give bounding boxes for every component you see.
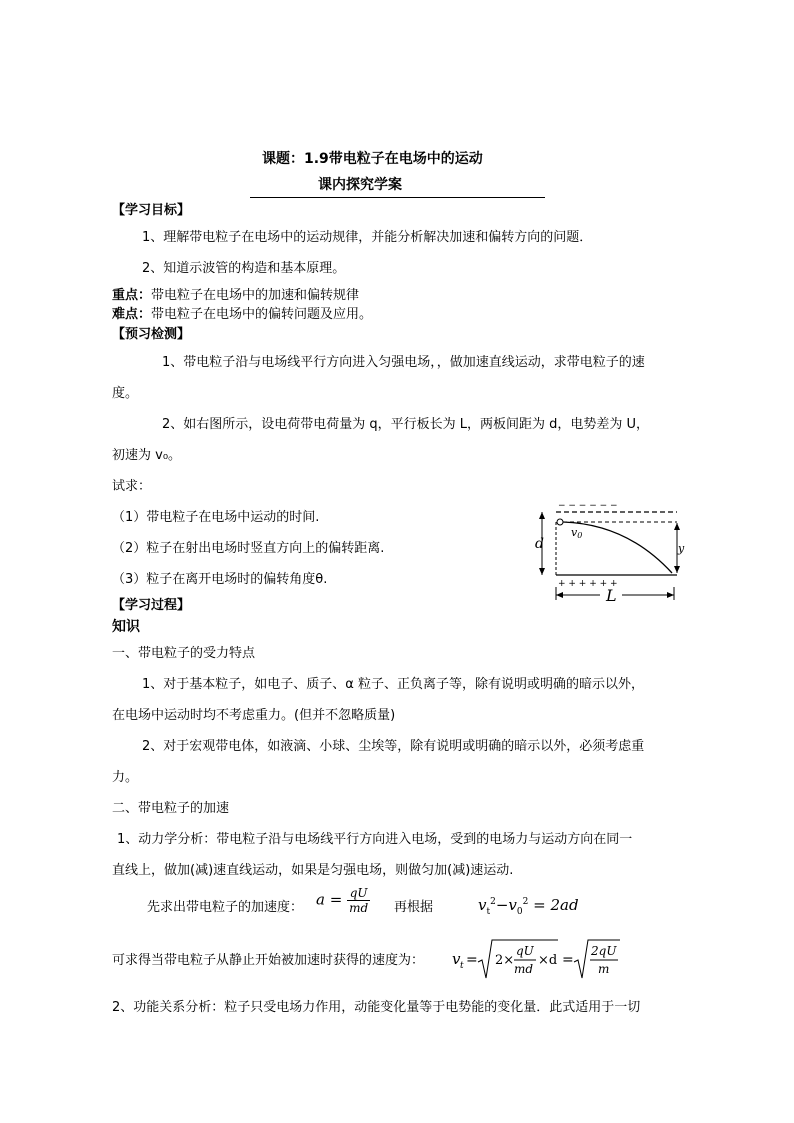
l-arrow-left (556, 592, 563, 598)
v-subscript: t (460, 961, 464, 971)
section-1-p1-line1: 1、对于基本粒子，如电子、质子、α 粒子、正负离子等，除有说明或明确的暗示以外， (142, 677, 644, 692)
preview-heading: 【预习检测】 (112, 327, 191, 342)
y-arrow-up (674, 523, 680, 530)
preview-q1-line2: 度。 (112, 386, 139, 401)
process-heading: 【学习过程】 (112, 598, 191, 613)
label-v0: v0 (571, 526, 583, 540)
then-text: 再根据 (394, 900, 434, 915)
frac2-den: m (598, 962, 610, 976)
accel-symbol: a (316, 890, 325, 909)
preview-q1-line1: 1、带电粒子沿与电场线平行方向进入匀强电场，，做加速直线运动，求带电粒子的速 (162, 355, 645, 370)
section-1-p2-line1: 2、对于宏观带电体，如液滴、小球、尘埃等，除有说明或明确的暗示以外，必须考虑重 (142, 739, 645, 754)
d-arrow-up (539, 512, 545, 519)
frac2-num: 2qU (591, 944, 617, 958)
sub-item: （1）带电粒子在电场中运动的时间. (112, 510, 320, 525)
preview-q2-line2: 初速为 v₀。 (112, 448, 182, 463)
v-label: v (452, 950, 461, 968)
page-subtitle: 课内探究学案 (318, 177, 402, 193)
difficult-point-label: 难点： (112, 307, 152, 322)
accel-fraction (347, 886, 370, 915)
bottom-plate-signs: + + + + + + (558, 579, 618, 589)
section-2-p1-line2: 直线上，做加(减)速直线运动，如果是匀强电场，则做匀加(减)速运动. (112, 863, 514, 878)
accel-numerator: qU (347, 886, 370, 901)
section-1-p2-line2: 力。 (112, 770, 139, 785)
acceleration-prefix: 先求出带电粒子的加速度： (147, 900, 304, 915)
key-point (112, 288, 359, 304)
section-2-title: 二、带电粒子的加速 (112, 801, 230, 816)
objective-item: 2、知道示波管的构造和基本原理。 (142, 261, 346, 276)
key-point-label: 重点： (112, 288, 152, 303)
speed-formula (448, 936, 624, 982)
y-arrow-down (674, 566, 680, 573)
sub-item: （2）粒子在射出电场时竖直方向上的偏转距离. (112, 541, 385, 556)
page-title: 课题：1.9带电粒子在电场中的运动 (262, 151, 483, 167)
section-2-p1-line1: 1、动力学分析：带电粒子沿与电场线平行方向进入电场，受到的电场力与运动方向在同一 (117, 832, 633, 847)
key-point-text: 带电粒子在电场中的加速和偏转规律 (151, 288, 360, 303)
trajectory-curve (563, 522, 672, 573)
objectives-heading: 【学习目标】 (112, 203, 191, 218)
difficult-point (112, 307, 372, 323)
particle (557, 519, 563, 525)
kinematic-rhs: = 2ad (533, 896, 579, 914)
kinematic-equation: $v_t^2-v_0^2 = 2ad$ (478, 896, 579, 917)
times-d: ×d (538, 953, 558, 968)
acceleration-formula (316, 886, 370, 915)
equals-sign: = (329, 890, 343, 909)
difficult-point-text: 带电粒子在电场中的偏转问题及应用。 (151, 307, 373, 322)
accel-denominator: md (349, 901, 369, 915)
eq2: = (562, 952, 574, 968)
label-L: L (606, 586, 617, 604)
eq1: = (466, 952, 478, 968)
deflection-figure (532, 500, 690, 604)
top-plate-signs: − − − − − − (558, 501, 618, 511)
frac1-den: md (514, 962, 534, 976)
l-arrow-right (667, 592, 674, 598)
objective-item: 1、理解带电粒子在电场中的运动规律，并能分析解决加速和偏转方向的问题． (142, 230, 593, 245)
two: 2× (495, 953, 515, 968)
label-y: y (678, 542, 685, 555)
section-2-p2: 2、功能关系分析：粒子只受电场力作用，动能变化量等于电势能的变化量．此式适用于一切 (112, 1000, 641, 1015)
v-symbol: v (478, 896, 487, 914)
speed-prefix: 可求得当带电粒子从静止开始被加速时获得的速度为： (112, 953, 425, 968)
frac1-num: qU (516, 944, 534, 958)
section-1-title: 一、带电粒子的受力特点 (112, 646, 256, 661)
preview-q2-line1: 2、如右图所示，设电荷带电荷量为 q，平行板长为 L，两板间距为 d，电势差为 U， (162, 417, 650, 432)
try-label: 试求： (112, 479, 152, 494)
subtitle-underline (250, 197, 545, 198)
d-arrow-down (539, 568, 545, 575)
sub-item: （3）粒子在离开电场时的偏转角度θ. (112, 572, 328, 587)
knowledge-heading: 知识 (112, 619, 140, 635)
section-1-p1-line2: 在电场中运动时均不考虑重力。(但并不忽略质量) (112, 708, 396, 723)
label-d: d (535, 536, 544, 552)
